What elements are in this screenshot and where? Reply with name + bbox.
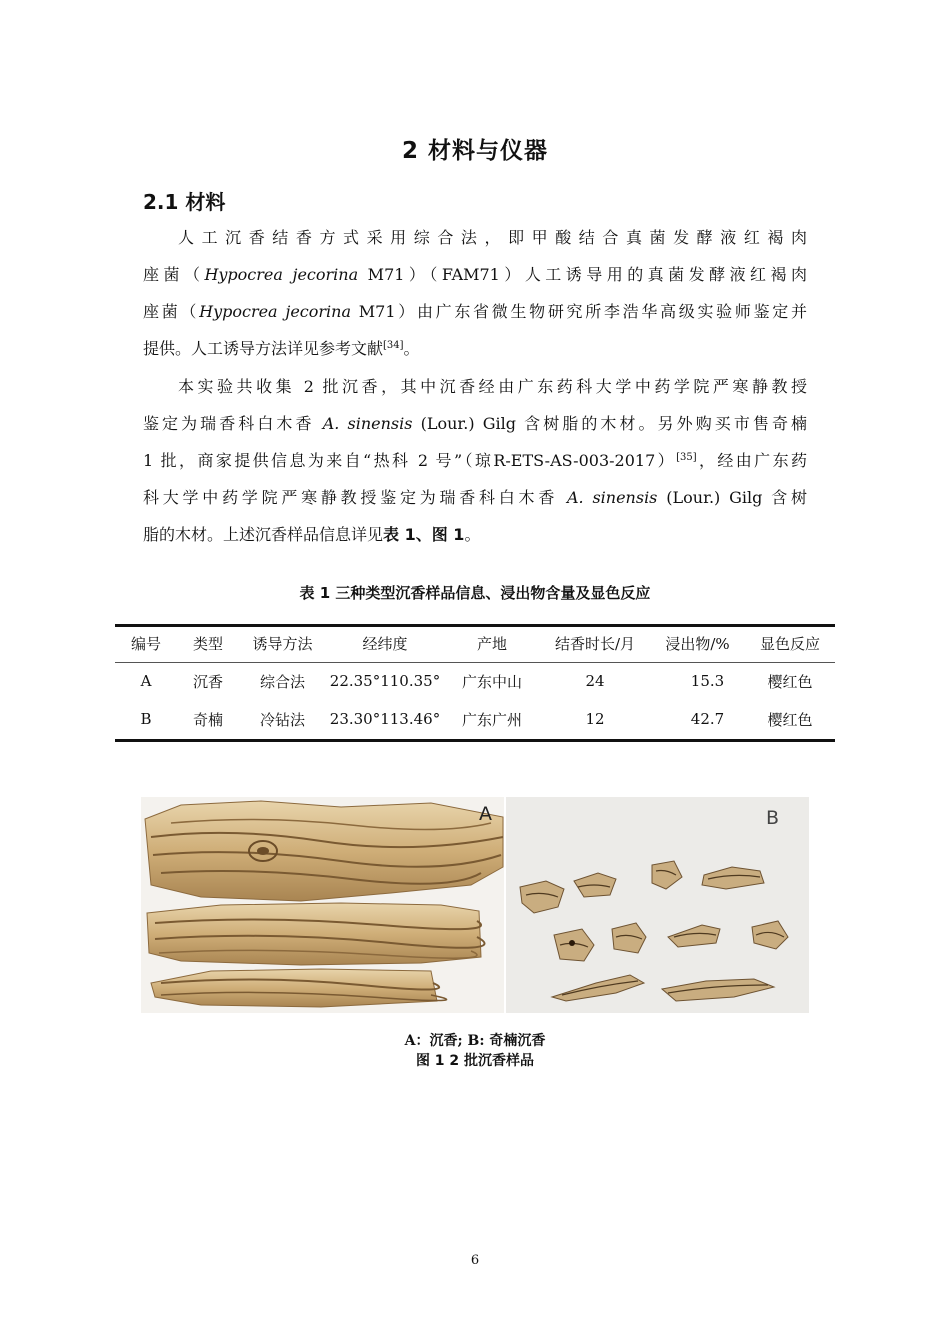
- table-figure-ref: 表 1、图 1: [383, 525, 465, 544]
- para2-line2: 鉴定为瑞香科白木香 A. sinensis (Lour.) Gilg 含树脂的木材。另外购买市售奇楠: [143, 414, 808, 433]
- para2-line1: 本实验共收集 2 批沉香，其中沉香经由广东药科大学中药学院严寒静教授: [178, 377, 807, 396]
- subsection-title: 2.1 材料: [143, 190, 226, 214]
- page-number: 6: [470, 1253, 480, 1268]
- table-cell: B: [140, 710, 152, 728]
- agarwood-photo-b: [506, 797, 809, 1013]
- section-title: 2 材料与仪器: [401, 138, 548, 164]
- panel-b-label: B: [766, 807, 780, 829]
- table-row: [115, 700, 835, 738]
- table-cell: 广东广州: [461, 710, 522, 729]
- table-caption: 表 1 三种类型沉香样品信息、浸出物含量及显色反应: [299, 584, 651, 602]
- para1-line2: 座菌（Hypocrea jecorina M71）（FAM71）人工诱导用的真菌发酵液红褐肉: [143, 265, 807, 284]
- table-bottom-rule: [115, 739, 835, 742]
- para1-line4: 提供。人工诱导方法详见参考文献[34]。: [143, 339, 420, 358]
- table-cell: 42.7: [690, 710, 725, 728]
- para2-line5: 脂的木材。上述沉香样品信息详见表 1、图 1。: [143, 525, 481, 544]
- table-cell: 冷钻法: [259, 710, 305, 729]
- table-header: 显色反应: [745, 625, 835, 662]
- table-cell: 23.30°113.46°: [329, 710, 441, 728]
- para2-line3: 1 批，商家提供信息为来自“热科 2 号”（琼R-ETS-AS-003-2017）[35]，经由广东药: [143, 451, 807, 470]
- table-header: 浸出物/%: [650, 625, 745, 662]
- sample-info-table: [115, 625, 835, 738]
- panel-a-label: A: [479, 803, 492, 825]
- table-cell: A: [140, 672, 152, 691]
- table-cell: 樱红色: [767, 710, 813, 729]
- table-cell: 15.3: [690, 672, 725, 691]
- table-cell: 22.35°110.35°: [329, 672, 441, 691]
- figure-panel-b: [506, 797, 809, 1013]
- table-header: 产地: [444, 625, 540, 662]
- table-header: 诱导方法: [239, 625, 326, 662]
- figure-subcaption: A：沉香; B: 奇楠沉香: [404, 1033, 546, 1049]
- agarwood-photo-a: [141, 797, 504, 1013]
- table-cell: 沉香: [192, 672, 223, 691]
- citation-ref: [34]: [383, 340, 404, 351]
- table-header: 结香时长/月: [540, 625, 650, 662]
- table-header: 经纬度: [326, 625, 444, 662]
- table-header-row: [115, 625, 835, 662]
- para2-line4: 科大学中药学院严寒静教授鉴定为瑞香科白木香 A. sinensis (Lour.) Gilg 含树: [143, 488, 808, 507]
- table-cell: 综合法: [259, 672, 305, 691]
- table-header: 编号: [115, 625, 177, 662]
- para1-line1: 人工沉香结香方式采用综合法，即甲酸结合真菌发酵液红褐肉: [178, 228, 807, 247]
- figure-caption: 图 1 2 批沉香样品: [415, 1053, 535, 1069]
- table-row: [115, 662, 835, 700]
- table-cell: 樱红色: [767, 672, 813, 691]
- table-cell: 奇楠: [192, 710, 223, 729]
- table-cell: 12: [585, 710, 605, 728]
- para1-line3: 座菌（Hypocrea jecorina M71）由广东省微生物研究所李浩华高级实验师鉴定并: [143, 302, 807, 321]
- table-cell: 广东中山: [461, 672, 522, 691]
- citation-ref: [35]: [676, 452, 697, 463]
- table-cell: 24: [585, 672, 605, 691]
- figure-panel-a: [141, 797, 504, 1013]
- table-header: 类型: [177, 625, 239, 662]
